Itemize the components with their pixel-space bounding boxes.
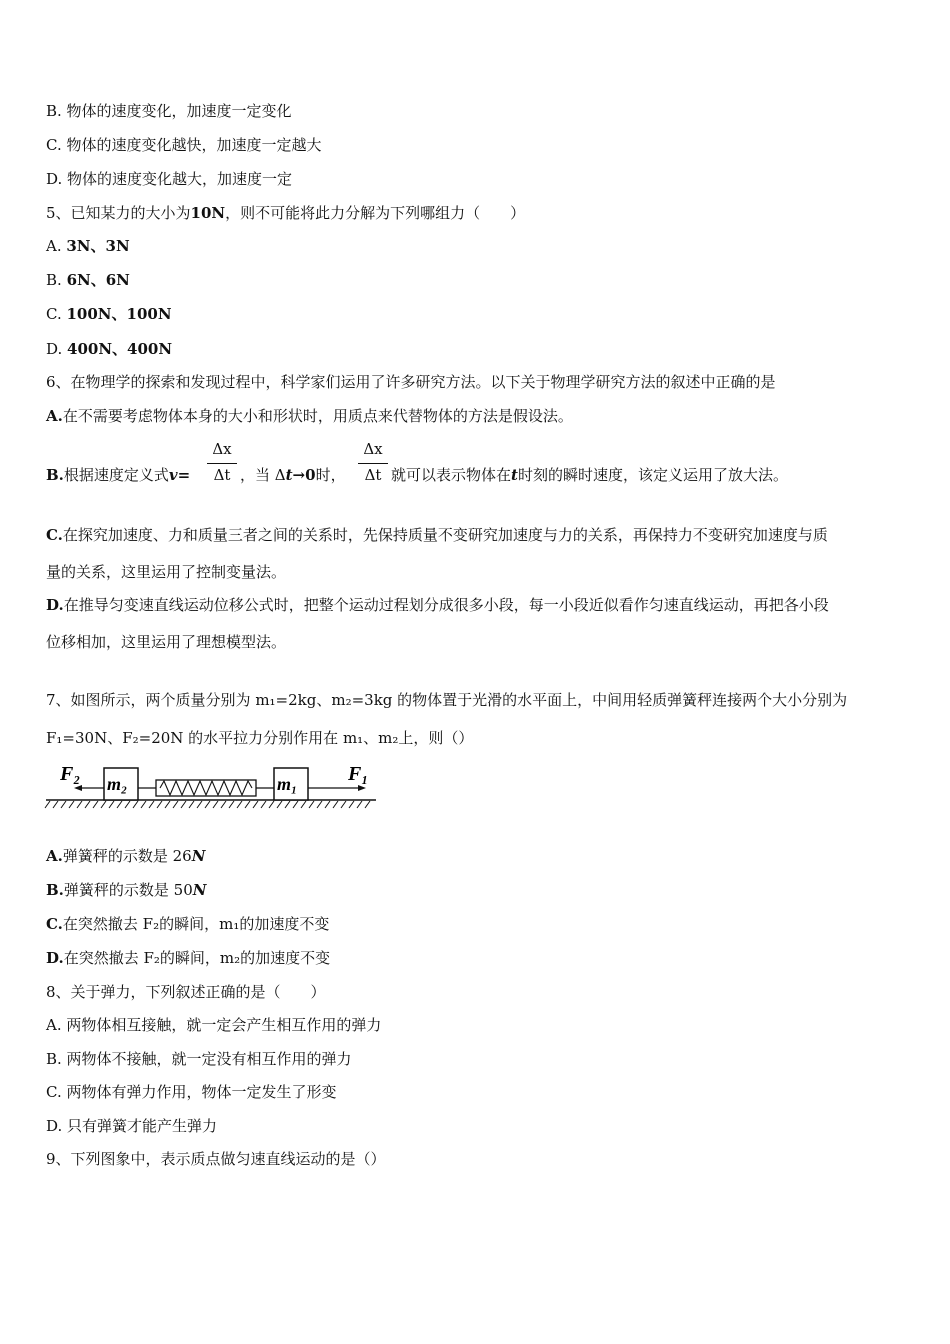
q7-option-d-label: D. — [46, 949, 64, 967]
block-m1-label: m₁ — [277, 774, 298, 794]
q6-option-b-text-3: 时， — [315, 466, 346, 484]
q6-option-d-text-1: 在推导匀变速直线运动位移公式时，把整个运动过程划分成很多小段，每一小段近似看作匀速直线运动，再把各小段 — [63, 596, 829, 614]
q6-option-b-text-5: 时刻的瞬时速度，该定义运用了放大法。 — [517, 466, 788, 484]
q6-option-b-label: B. — [46, 466, 64, 484]
q5-option-b-label: B. — [46, 271, 67, 289]
q5-option-d — [46, 339, 172, 359]
fraction-1-numerator: Δx — [212, 440, 232, 458]
fraction-2-bar — [358, 463, 388, 464]
q7-option-c-text: 在突然撤去 F₂的瞬间，m₁的加速度不变 — [62, 915, 330, 933]
q5-option-a-label: A. — [46, 237, 67, 255]
q6-option-b — [46, 465, 190, 485]
q6-t-symbol-2: t — [511, 466, 518, 484]
q8-option-d: D. 只有弹簧才能产生弹力 — [46, 1117, 218, 1135]
q6-option-a-text: 在不需要考虑物体本身的大小和形状时，用质点来代替物体的方法是假设法。 — [62, 407, 573, 425]
q4-option-b: B. 物体的速度变化，加速度一定变化 — [46, 102, 292, 120]
q5-stem — [46, 203, 525, 223]
q5-stem-prefix: 5、已知某力的大小为 — [46, 204, 191, 222]
q8-option-a: A. 两物体相互接触，就一定会产生相互作用的弹力 — [46, 1016, 382, 1034]
q6-velocity-symbol: v — [168, 466, 178, 484]
q7-option-b-text: 弹簧秤的示数是 50 — [63, 881, 193, 899]
q6-option-b-text-4: 就可以表示物体在 — [391, 466, 512, 484]
q6-option-b-middle — [240, 465, 346, 485]
q7-option-a — [46, 846, 205, 866]
q7-option-a-unit: N — [191, 847, 206, 865]
q7-option-b-label: B. — [46, 881, 64, 899]
q5-option-c — [46, 304, 172, 324]
q7-option-c-label: C. — [46, 915, 63, 933]
q5-option-d-value: 400N、400N — [67, 340, 173, 358]
q6-t-symbol: t — [285, 466, 293, 484]
q8-option-b: B. 两物体不接触，就一定没有相互作用的弹力 — [46, 1050, 352, 1068]
fraction-2-numerator: Δx — [363, 440, 383, 458]
fraction-1-bar — [207, 463, 237, 464]
q7-stem-line-1: 7、如图所示，两个质量分别为 m₁=2kg、m₂=3kg 的物体置于光滑的水平面上，中间用轻质弹簧秤连接两个大小分别为 — [46, 691, 848, 709]
q5-stem-suffix: ，则不可能将此力分解为下列哪组力（ ） — [225, 204, 526, 222]
q6-option-b-text-1: 根据速度定义式 — [63, 466, 169, 484]
q5-option-a — [46, 236, 130, 256]
q7-option-d — [46, 948, 330, 968]
q8-stem: 8、关于弹力，下列叙述正确的是（ ） — [46, 983, 326, 1001]
q6-option-d-label: D. — [46, 596, 64, 614]
q6-option-c-text-1: 在探究加速度、力和质量三者之间的关系时，先保持质量不变研究加速度与力的关系，再保持力不变研究加速度与质 — [62, 526, 828, 544]
q6-equals-sign: = — [177, 466, 191, 484]
fraction-1-denominator: Δt — [213, 466, 231, 484]
force-f1-arrowhead — [358, 785, 366, 791]
force-f2-label: F₂ — [60, 763, 81, 785]
q6-option-a — [46, 406, 573, 426]
q5-option-b — [46, 270, 130, 290]
q7-option-a-label: A. — [46, 847, 63, 865]
q5-stem-value: 10N — [190, 204, 226, 222]
q6-arrow-zero: →0 — [292, 466, 316, 484]
q5-option-c-label: C. — [46, 305, 67, 323]
q6-option-c-label: C. — [46, 526, 63, 544]
q4-option-d: D. 物体的速度变化越大，加速度一定 — [46, 170, 293, 188]
q6-option-d-line-2: 位移相加，这里运用了理想模型法。 — [46, 633, 287, 651]
q5-option-d-label: D. — [46, 340, 68, 358]
q5-option-b-value: 6N、6N — [66, 271, 130, 289]
ground-hatching — [45, 801, 370, 808]
q6-option-d-line-1 — [46, 595, 829, 615]
q7-option-d-text: 在突然撤去 F₂的瞬间，m₂的加速度不变 — [63, 949, 331, 967]
q6-option-c-line-2: 量的关系，这里运用了控制变量法。 — [46, 563, 287, 581]
q4-option-c: C. 物体的速度变化越快，加速度一定越大 — [46, 136, 322, 154]
q6-stem: 6、在物理学的探索和发现过程中，科学家们运用了许多研究方法。以下关于物理学研究方法的叙述中正确的是 — [46, 373, 776, 391]
spring-mass-diagram — [44, 760, 384, 812]
fraction-2-denominator: Δt — [364, 466, 382, 484]
q6-option-b-text-2: ，当 Δ — [240, 466, 286, 484]
q7-option-c — [46, 914, 329, 934]
q9-stem: 9、下列图象中，表示质点做匀速直线运动的是（） — [46, 1150, 386, 1168]
q6-option-b-tail — [391, 465, 788, 485]
q7-option-b-unit: N — [192, 881, 207, 899]
q6-option-a-label: A. — [46, 407, 63, 425]
q5-option-c-value: 100N、100N — [66, 305, 172, 323]
q7-option-a-text: 弹簧秤的示数是 26 — [62, 847, 192, 865]
q5-option-a-value: 3N、3N — [66, 237, 130, 255]
force-f2-arrowhead — [74, 785, 82, 791]
q7-stem-line-2: F₁=30N、F₂=20N 的水平拉力分别作用在 m₁、m₂上，则（） — [46, 729, 474, 747]
q6-option-c-line-1 — [46, 525, 828, 545]
q8-option-c: C. 两物体有弹力作用，物体一定发生了形变 — [46, 1083, 337, 1101]
block-m2-label: m₂ — [107, 774, 128, 794]
force-f1-label: F₁ — [348, 763, 369, 785]
q7-option-b — [46, 880, 206, 900]
